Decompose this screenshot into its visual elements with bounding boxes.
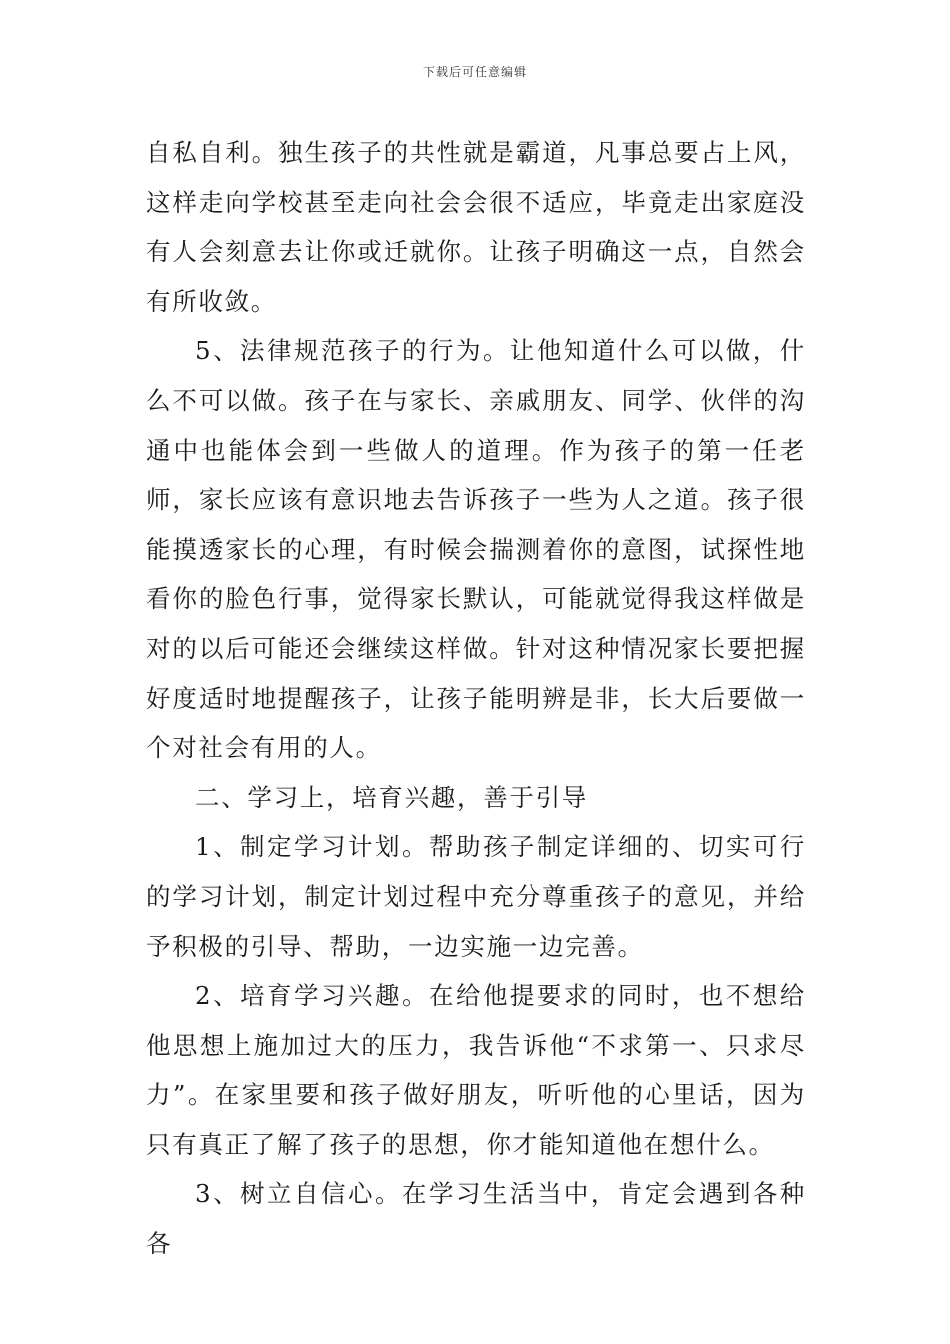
- paragraph-4: 2、培育学习兴趣。在给他提要求的同时，也不想给他思想上施加过大的压力，我告诉他“不求第一、只求尽力”。在家里要和孩子做好朋友，听听他的心里话，因为只有真正了解了孩子的思想，你才能知道他在想什么。: [146, 981, 806, 1159]
- document-body: [146, 128, 806, 1269]
- paragraph-1: 自私自利。独生孩子的共性就是霸道，凡事总要占上风，这样走向学校甚至走向社会会很不适应，毕竟走出家庭没有人会刻意去让你或迁就你。让孩子明确这一点，自然会有所收敛。: [146, 138, 806, 316]
- page-header: 下载后可任意编辑: [422, 65, 527, 79]
- section-heading: 二、学习上，培育兴趣，善于引导: [195, 782, 588, 812]
- paragraph-3: 1、制定学习计划。帮助孩子制定详细的、切实可行的学习计划，制定计划过程中充分尊重孩子的意见，并给予积极的引导、帮助，一边实施一边完善。: [146, 832, 806, 961]
- paragraph-2: 5、法律规范孩子的行为。让他知道什么可以做，什么不可以做。孩子在与家长、亲戚朋友、同学、伙伴的沟通中也能体会到一些做人的道理。作为孩子的第一任老师，家长应该有意识地去告诉孩子一些为人之道。孩子很能摸透家长的心理，有时候会揣测着你的意图，试探性地看你的脸色行事，觉得家长默认，可能就觉得我这样做是对的以后可能还会继续这样做。针对这种情况家长要把握好度适时地提醒孩子，让孩子能明辨是非，长大后要做一个对社会有用的人。: [146, 336, 806, 763]
- paragraph-5: 3、树立自信心。在学习生活当中，肯定会遇到各种各: [146, 1179, 806, 1259]
